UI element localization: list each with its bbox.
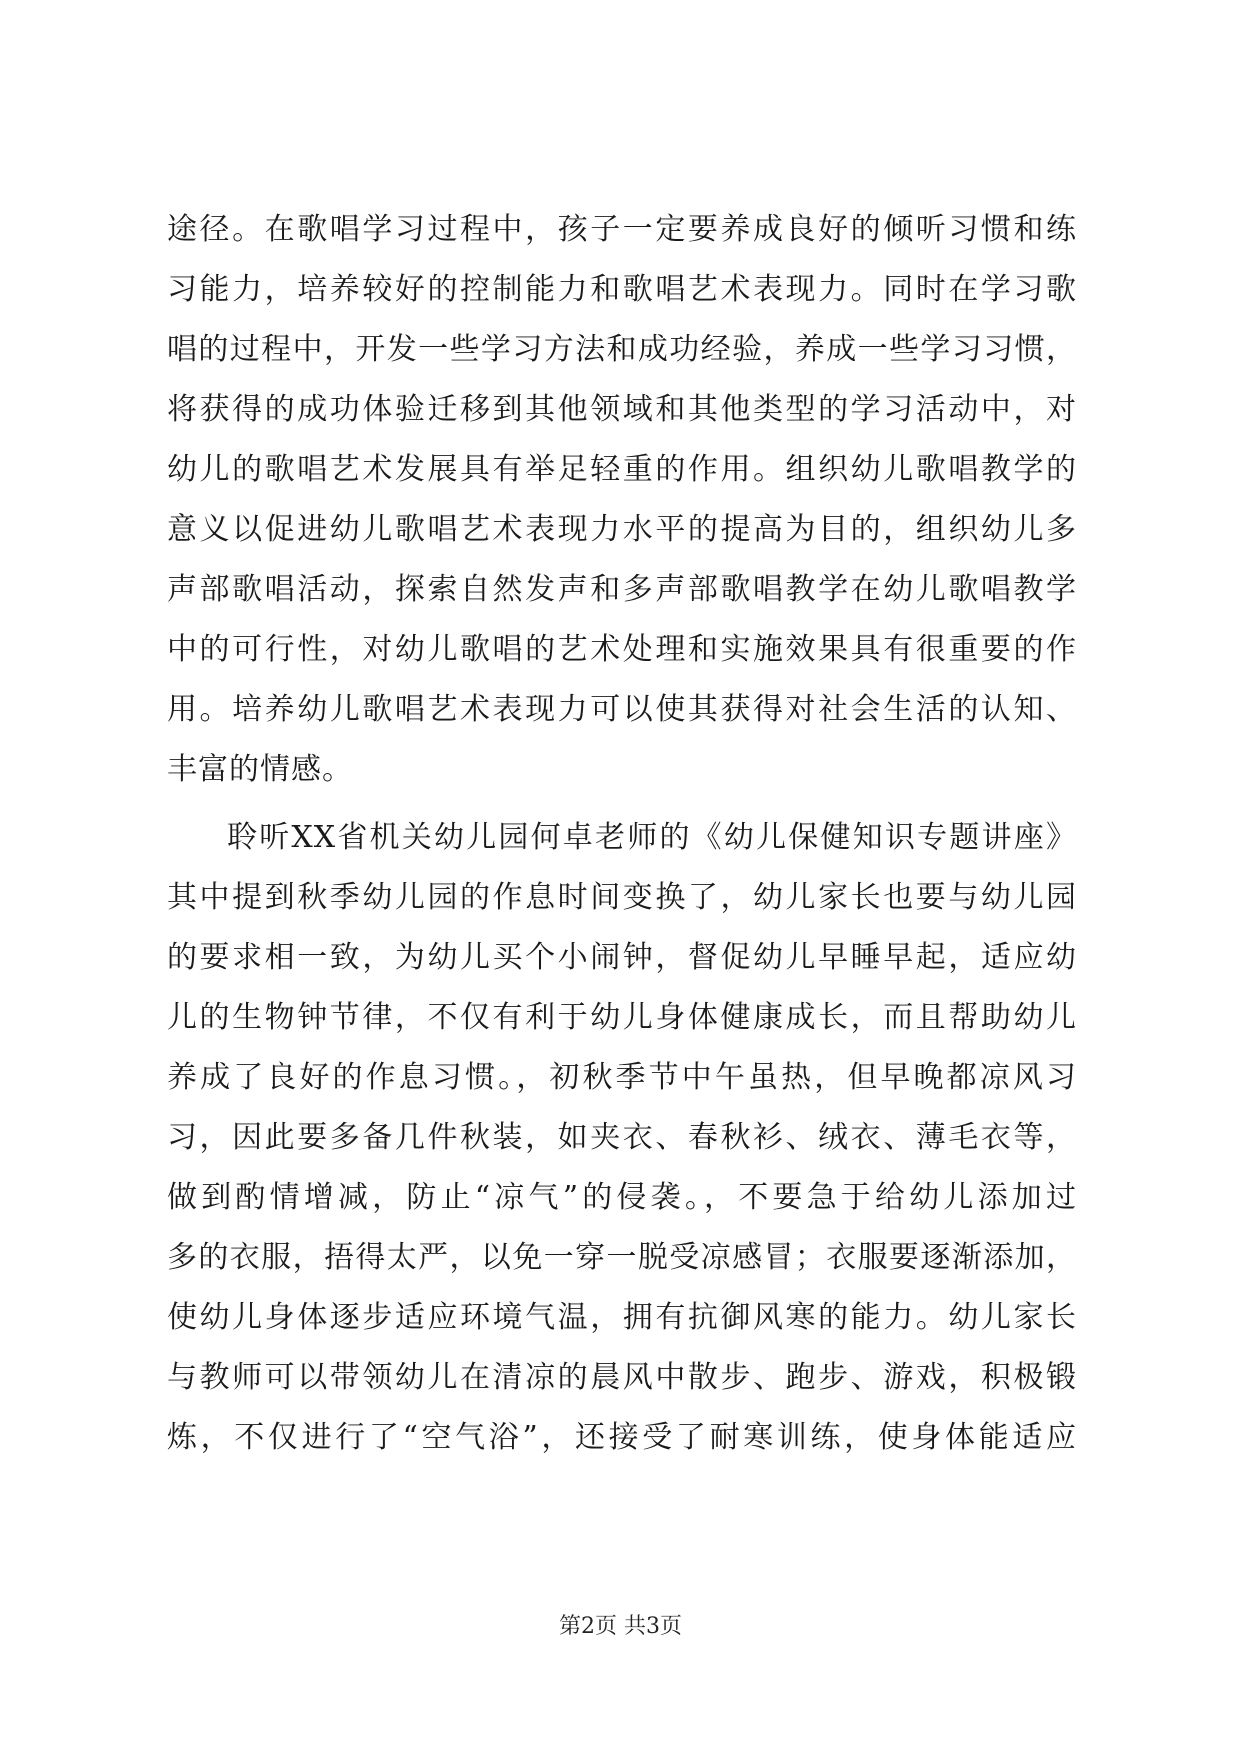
paragraph-1-line-3: 唱的过程中，开发一些学习方法和成功经验，养成一些学习习惯， — [167, 332, 1077, 367]
paragraph-2-line-3: 的要求相一致，为幼儿买个小闹钟，督促幼儿早睡早起，适应幼 — [167, 940, 1077, 975]
paragraph-1-line-9: 用。培养幼儿歌唱艺术表现力可以使其获得对社会生活的认知、 — [167, 692, 1077, 727]
paragraph-1-line-4: 将获得的成功体验迁移到其他领域和其他类型的学习活动中，对 — [167, 392, 1077, 427]
paragraph-1-line-10: 丰富的情感。 — [167, 752, 353, 787]
paragraph-2-line-4: 儿的生物钟节律，不仅有利于幼儿身体健康成长，而且帮助幼儿 — [167, 1000, 1077, 1035]
paragraph-2-line-9: 使幼儿身体逐步适应环境气温，拥有抗御风寒的能力。幼儿家长 — [167, 1300, 1077, 1335]
paragraph-2-line-5: 养成了良好的作息习惯。，初秋季节中午虽热，但早晚都凉风习 — [167, 1060, 1077, 1095]
paragraph-1-line-5: 幼儿的歌唱艺术发展具有举足轻重的作用。组织幼儿歌唱教学的 — [167, 452, 1077, 487]
paragraph-2-line-7: 做到酌情增减，防止“凉气”的侵袭。，不要急于给幼儿添加过 — [167, 1180, 1077, 1215]
paragraph-2-line-6: 习，因此要多备几件秋装，如夹衣、春秋衫、绒衣、薄毛衣等， — [167, 1120, 1077, 1155]
paragraph-1-line-1: 途径。在歌唱学习过程中，孩子一定要养成良好的倾听习惯和练 — [167, 212, 1077, 247]
paragraph-2-line-1: 聆听XX省机关幼儿园何卓老师的《幼儿保健知识专题讲座》 — [227, 820, 1077, 855]
paragraph-1-line-7: 声部歌唱活动，探索自然发声和多声部歌唱教学在幼儿歌唱教学 — [167, 572, 1077, 607]
paragraph-1-line-6: 意义以促进幼儿歌唱艺术表现力水平的提高为目的，组织幼儿多 — [167, 512, 1077, 547]
paragraph-1-line-2: 习能力，培养较好的控制能力和歌唱艺术表现力。同时在学习歌 — [167, 272, 1077, 307]
page-number-footer: 第2页 共3页 — [559, 1614, 682, 1639]
paragraph-2-line-11: 炼，不仅进行了“空气浴”，还接受了耐寒训练，使身体能适应 — [167, 1420, 1077, 1455]
paragraph-2-line-2: 其中提到秋季幼儿园的作息时间变换了，幼儿家长也要与幼儿园 — [167, 880, 1077, 915]
paragraph-2-line-10: 与教师可以带领幼儿在清凉的晨风中散步、跑步、游戏，积极锻 — [167, 1360, 1077, 1395]
paragraph-1-line-8: 中的可行性，对幼儿歌唱的艺术处理和实施效果具有很重要的作 — [167, 632, 1077, 667]
paragraph-2-line-8: 多的衣服，捂得太严，以免一穿一脱受凉感冒；衣服要逐渐添加， — [167, 1240, 1077, 1275]
